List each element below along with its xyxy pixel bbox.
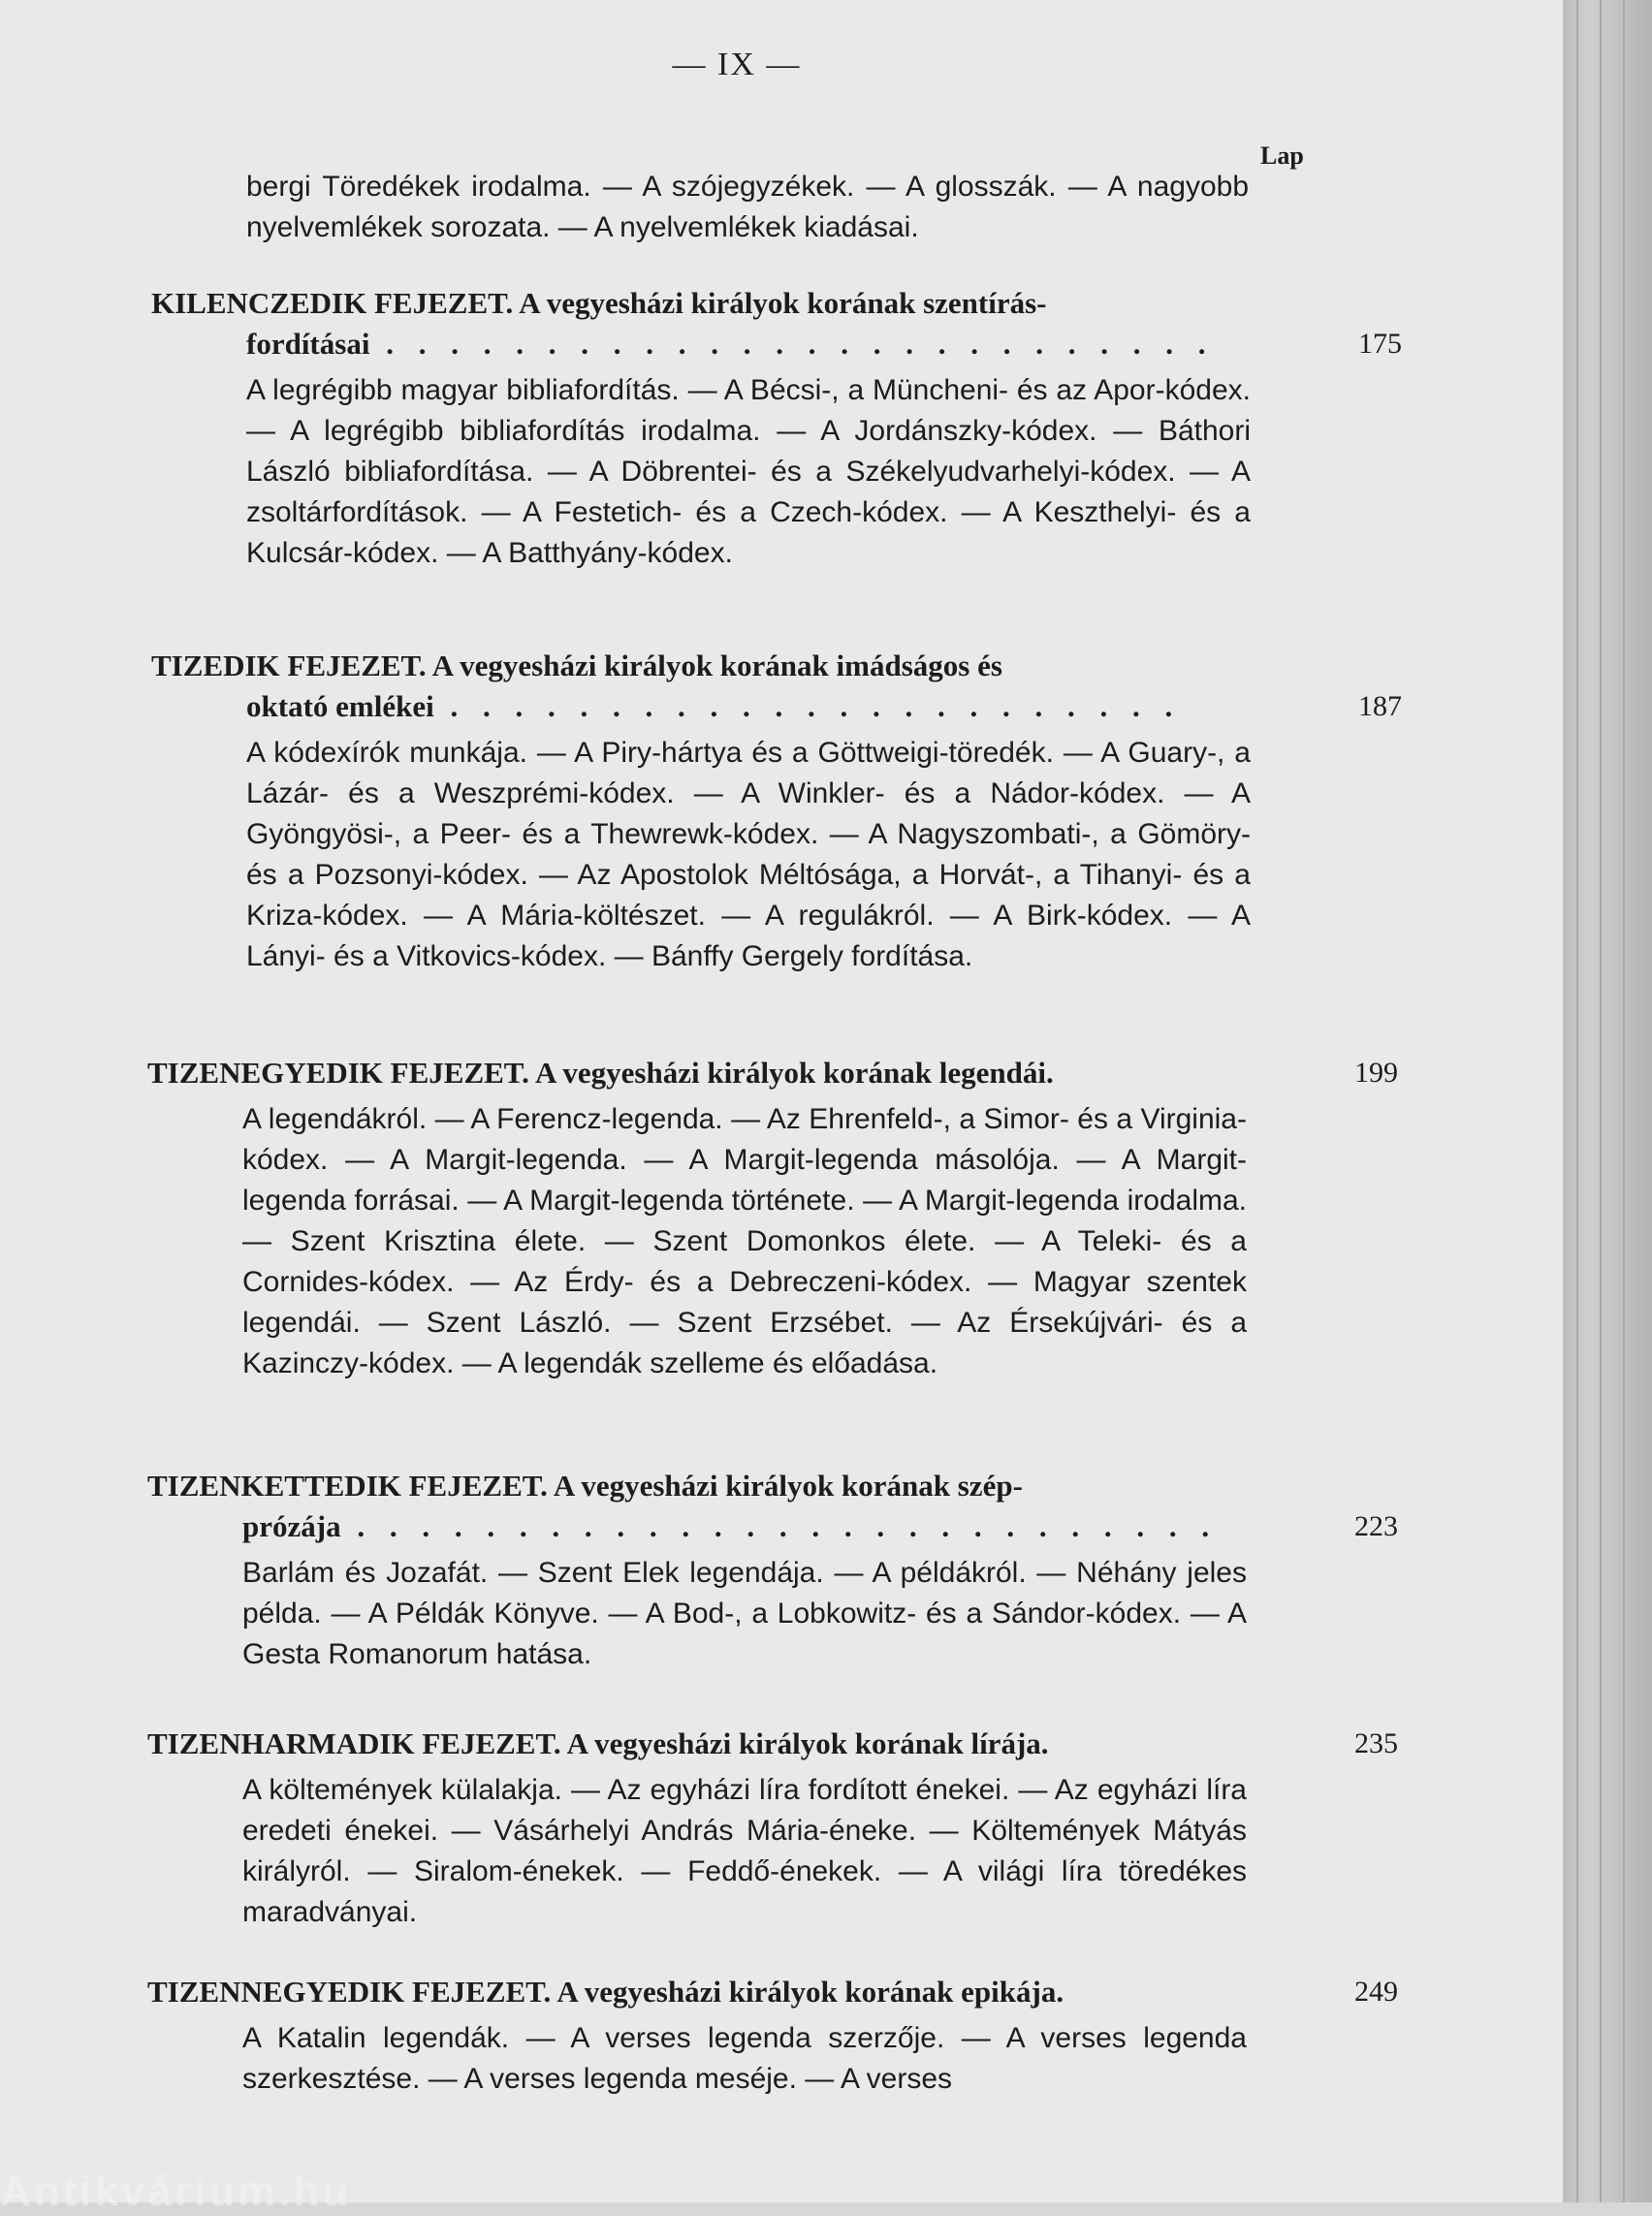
chapter-heading [147,1053,1398,1093]
toc-entry-chapter-12 [147,1466,1398,1675]
page-edge [1563,0,1652,2202]
page-reference: 175 [1358,328,1402,360]
chapter-heading: TIZEDIK FEJEZET. A vegyesházi királyok korának imádságos és oktató emlékei . . . . . . . . . . . . . . . . . . . . . . . 187 [151,646,1402,727]
chapter-heading: KILENCZEDIK FEJEZET. A vegyesházi királyok korának szentírás- fordításai . . . . . . . . . . . . . . . . . . . . . . . . . . 175 [151,283,1402,364]
watermark: Antikvárium.hu [0,2168,352,2215]
chapter-summary: Barlám és Jozafát. — Szent Elek legendája. — A példákról. — Néhány jeles példa. — A Példák Könyve. — A Bod-, a Lobkowitz- és a Sándor-kódex. — A Gesta Romanorum hatása. [242,1557,1247,1670]
chapter-title: TIZENNEGYEDIK FEJEZET. A vegyesházi királyok korának epikája. [147,1975,1064,2009]
toc-entry-chapter-13 [147,1724,1398,1933]
chapter-title: TIZENKETTEDIK FEJEZET. A vegyesházi királyok korának szép- [147,1469,1023,1503]
toc-entry-chapter-11 [147,1053,1398,1384]
page-column-header: Lap [1260,142,1304,170]
page-number: — IX — [672,47,802,82]
page-reference: 187 [1358,690,1402,722]
chapter-summary: A kódexírók munkája. — A Piry-hártya és a Göttweigi-töredék. — A Guary-, a Lázár- és a Weszprémi-kódex. — A Winkler- és a Nádor-kódex. — A Gyöngyösi-, a Peer- és a Thewrewk-kódex. — A Nagyszombati-, a Gömöry- és a Pozsonyi-kódex. — Az Apostolok Méltósága, a Horvát-, a Tihanyi- és a Kriza-kódex. — A Mária-költészet. — A regulákról. — A Birk-kódex. — A Lányi- és a Vitkovics-kódex. — Bánffy Gergely fordítása. [246,737,1251,972]
chapter-heading: TIZENKETTEDIK FEJEZET. A vegyesházi királyok korának szép- prózája . . . . . . . . . . . . . . . . . . . . . . . . . . . 223 [147,1466,1398,1547]
toc-entry-chapter-14 [147,1972,1398,2100]
chapter-title-continued: oktató emlékei [246,689,434,723]
chapter-heading [147,1972,1398,2012]
chapter-summary: A költemények külalakja. — Az egyházi líra fordított énekei. — Az egyházi líra eredeti énekei. — Vásárhelyi András Mária-éneke. — Költemények Mátyás királyról. — Siralom-énekek. — Feddő-énekek. — A világi líra töredékes maradványai. [242,1774,1247,1928]
chapter-title: TIZENHARMADIK FEJEZET. A vegyesházi királyok korának lírája. [147,1726,1049,1760]
chapter-title: TIZENEGYEDIK FEJEZET. A vegyesházi királyok korának legendái. [147,1056,1054,1090]
continuation-text: bergi Töredékek irodalma. — A szójegyzékek. — A glosszák. — A nagyobb nyelvemlékek sorozata. — A nyelvemlékek kiadásai. [246,171,1249,243]
page-reference: 235 [1354,1727,1398,1759]
chapter-summary: A legendákról. — A Ferencz-legenda. — Az Ehrenfeld-, a Simor- és a Virginia-kódex. — A Margit-legenda. — A Margit-legenda másolója. — A Margit-legenda forrásai. — A Margit-legenda története. — A Margit-legenda irodalma. — Szent Krisztina élete. — Szent Domonkos élete. — A Teleki- és a Cornides-kódex. — Az Érdy- és a Debreczeni-kódex. — Magyar szentek legendái. — Szent László. — Szent Erzsébet. — Az Érsekújvári- és a Kazinczy-kódex. — A legendák szelleme és előadása. [242,1103,1247,1379]
page-reference: 249 [1354,1976,1398,2008]
chapter-title: TIZEDIK FEJEZET. A vegyesházi királyok korának imádságos és [151,649,1002,682]
page-reference: 199 [1354,1057,1398,1089]
page-reference: 223 [1354,1510,1398,1542]
toc-entry-chapter-10 [151,646,1402,977]
chapter-heading [147,1724,1398,1764]
chapter-title-continued: prózája [242,1509,341,1543]
chapter-summary: A legrégibb magyar bibliafordítás. — A Bécsi-, a Müncheni- és az Apor-kódex. — A legrégibb bibliafordítás irodalma. — A Jordánszky-kódex. — Báthori László bibliafordítása. — A Döbrentei- és a Székelyudvarhelyi-kódex. — A zsoltárfordítások. — A Festetich- és a Czech-kódex. — A Keszthelyi- és a Kulcsár-kódex. — A Batthyány-kódex. [246,374,1251,569]
chapter-summary: A Katalin legendák. — A verses legenda szerzője. — A verses legenda szerkesztése. — A verses legenda meséje. — A verses [242,2022,1247,2095]
toc-entry-chapter-9 [151,283,1402,574]
chapter-title: KILENCZEDIK FEJEZET. A vegyesházi királyok korának szentírás- [151,286,1047,320]
chapter-title-continued: fordításai [246,327,370,361]
